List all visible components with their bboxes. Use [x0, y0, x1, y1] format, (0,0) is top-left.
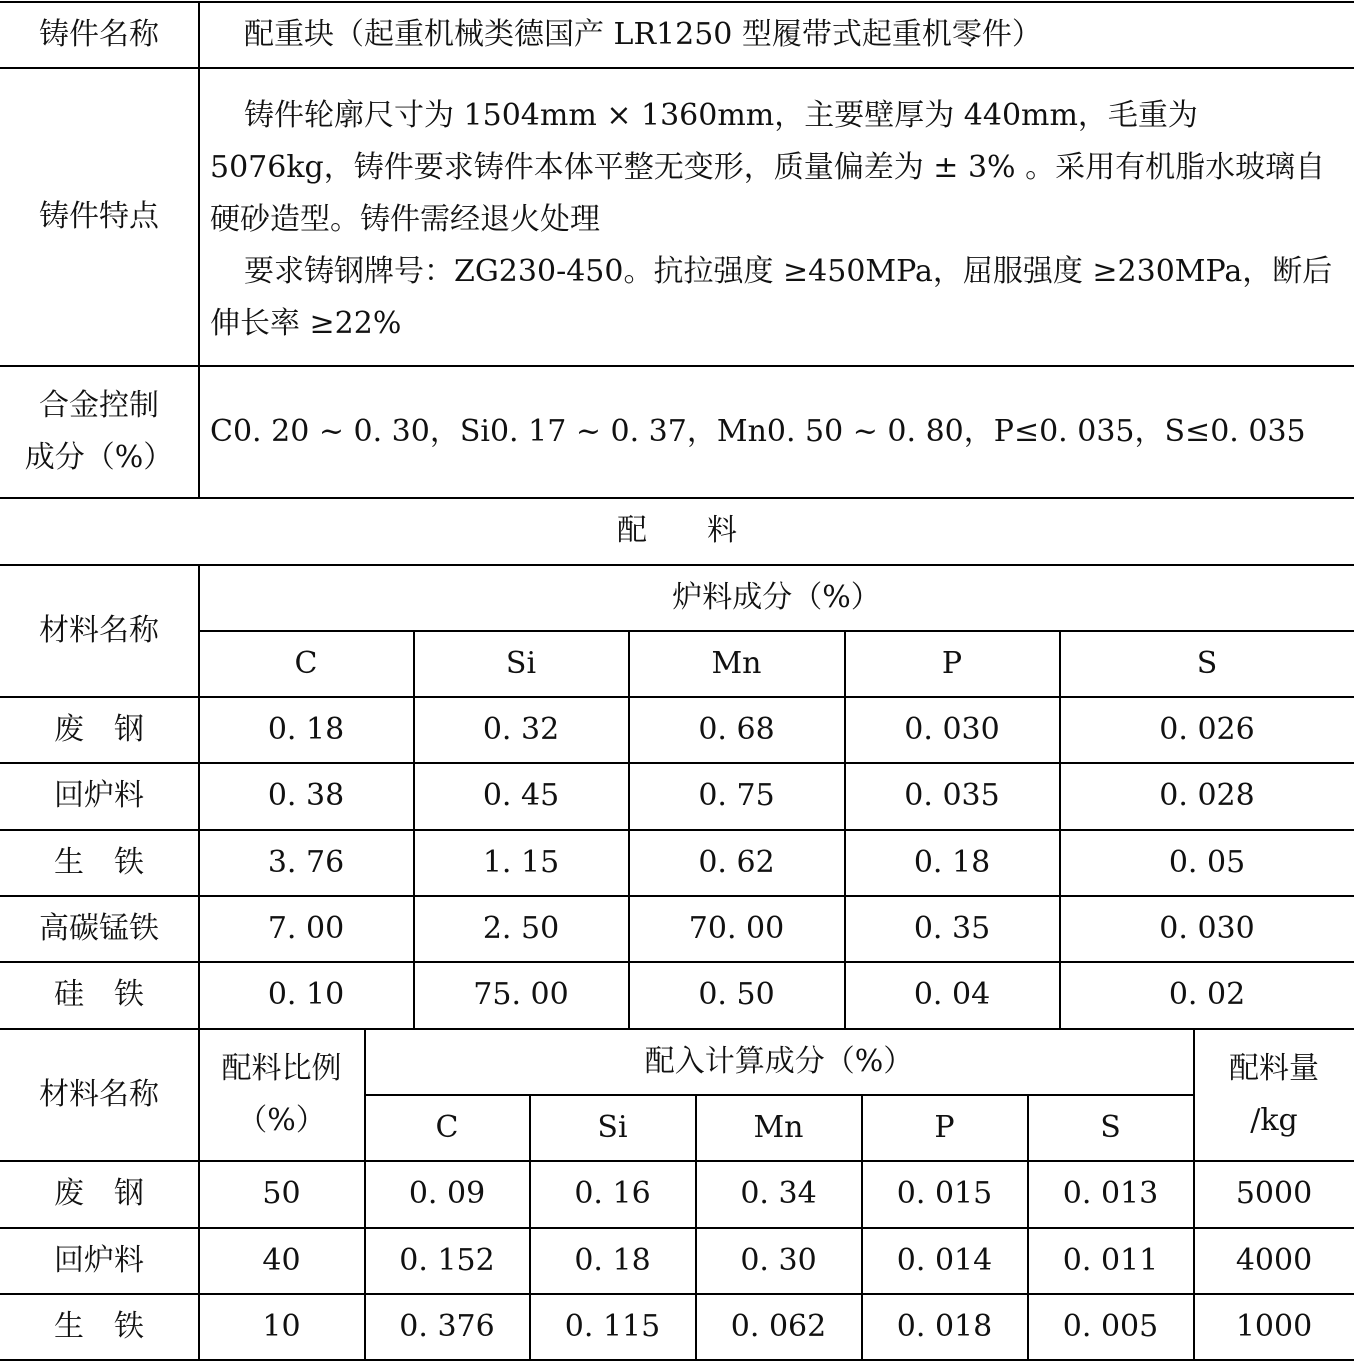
batch-amount-cell: 1000 — [1235, 1308, 1313, 1344]
charge-row-name: 生 铁 — [54, 844, 144, 880]
batch-group-header: 配入计算成分（%） — [644, 1043, 914, 1079]
batch-cell: 0. 018 — [896, 1308, 993, 1344]
batch-col-p: P — [934, 1109, 955, 1145]
charge-cell: 3. 76 — [267, 844, 345, 880]
batch-cell: 0. 34 — [740, 1176, 817, 1211]
charge-col-s: S — [1196, 645, 1218, 681]
charge-col-c: C — [294, 645, 318, 681]
charge-row-name: 硅 铁 — [54, 977, 144, 1012]
batch-cell: 0. 115 — [564, 1308, 661, 1344]
charge-cell: 0. 45 — [482, 778, 560, 813]
batch-cell: 0. 013 — [1062, 1176, 1159, 1211]
batch-row-name: 回炉料 — [54, 1242, 144, 1278]
batch-col-s: S — [1100, 1109, 1121, 1145]
batch-ratio-cell: 10 — [262, 1308, 301, 1344]
casting-name-label: 铸件名称 — [39, 16, 159, 52]
batch-cell: 0. 376 — [399, 1308, 495, 1344]
batch-cell: 0. 09 — [408, 1176, 486, 1211]
batch-col-c: C — [435, 1109, 459, 1145]
charge-cell: 70. 00 — [688, 910, 785, 946]
batch-cell: 0. 16 — [574, 1176, 651, 1211]
batch-ratio-header-line-2: （%） — [237, 1102, 326, 1138]
batch-ratio-header — [199, 1029, 364, 1160]
charge-cell: 0. 50 — [698, 977, 775, 1012]
charge-col-mn: Mn — [711, 645, 762, 681]
charge-cell: 0. 35 — [913, 910, 991, 946]
charge-cell: 0. 18 — [913, 844, 991, 880]
charge-cell: 0. 32 — [482, 711, 560, 747]
charge-cell: 7. 00 — [267, 910, 345, 946]
charge-cell: 0. 62 — [698, 844, 775, 880]
alloy-label-line-1: 合金控制 — [39, 387, 159, 423]
charge-cell: 0. 030 — [1159, 910, 1255, 946]
charge-row-name: 回炉料 — [54, 778, 144, 813]
charge-row-name: 高碳锰铁 — [39, 910, 159, 946]
charge-col-si: Si — [505, 645, 537, 681]
batch-cell: 0. 18 — [574, 1242, 651, 1278]
charge-cell: 0. 05 — [1168, 844, 1246, 880]
charge-cell: 0. 75 — [698, 778, 775, 813]
charge-cell: 0. 10 — [267, 977, 345, 1012]
batch-cell: 0. 152 — [399, 1242, 495, 1278]
casting-features-text — [210, 90, 1344, 350]
alloy-label-line-2: 成分（%） — [24, 439, 174, 475]
batch-cell: 0. 062 — [730, 1308, 827, 1344]
batch-cell: 0. 014 — [896, 1242, 993, 1278]
charge-col-p: P — [941, 645, 963, 681]
batch-ratio-header-line-1: 配料比例 — [221, 1050, 342, 1086]
charge-material-header: 材料名称 — [39, 612, 159, 648]
batch-row-name: 生 铁 — [54, 1308, 144, 1344]
charge-cell: 0. 02 — [1168, 977, 1246, 1012]
batch-material-header: 材料名称 — [39, 1076, 159, 1112]
batch-cell: 0. 015 — [896, 1176, 993, 1211]
charge-cell: 0. 38 — [267, 778, 345, 813]
casting-features-label: 铸件特点 — [39, 198, 159, 234]
section-title: 配 料 — [617, 513, 737, 548]
charge-cell: 0. 18 — [267, 711, 345, 747]
batch-cell: 0. 30 — [740, 1242, 817, 1278]
batch-ratio-cell: 50 — [262, 1176, 301, 1211]
batch-amount-header-line-1: 配料量 — [1229, 1050, 1319, 1086]
batch-ratio-cell: 40 — [262, 1242, 301, 1278]
charge-cell: 75. 00 — [473, 977, 569, 1012]
batch-amount-header-line-2: /kg — [1250, 1102, 1298, 1138]
features-paragraph-1: 铸件轮廓尺寸为 1504mm × 1360mm，主要壁厚为 440mm，毛重为 5076kg，铸件要求铸件本体平整无变形，质量偏差为 ± 3% 。采用有机脂水玻璃自硬砂造型。铸件需经退火处理 — [210, 98, 1326, 237]
batch-amount-cell: 5000 — [1235, 1176, 1313, 1211]
batch-row-name: 废 钢 — [54, 1176, 144, 1211]
charge-cell: 1. 15 — [482, 844, 560, 880]
charge-group-header: 炉料成分（%） — [672, 579, 881, 615]
batch-col-si: Si — [597, 1109, 628, 1145]
charge-cell: 2. 50 — [482, 910, 560, 946]
charge-cell: 0. 030 — [904, 711, 1000, 747]
features-paragraph-2: 要求铸钢牌号：ZG230-450。抗拉强度 ≥450MPa，屈服强度 ≥230MPa，断后伸长率 ≥22% — [210, 254, 1333, 341]
alloy-control-value: C0. 20 ~ 0. 30，Si0. 17 ~ 0. 37，Mn0. 50 ~ 0. 80，P≤0. 035，S≤0. 035 — [210, 413, 1306, 449]
batch-amount-cell: 4000 — [1235, 1242, 1313, 1278]
batch-cell: 0. 005 — [1062, 1308, 1159, 1344]
charge-cell: 0. 68 — [698, 711, 775, 747]
batch-cell: 0. 011 — [1062, 1242, 1159, 1278]
charge-cell: 0. 04 — [913, 977, 991, 1012]
charge-cell: 0. 028 — [1159, 778, 1255, 813]
batch-amount-header — [1194, 1029, 1354, 1160]
batch-col-mn: Mn — [753, 1109, 804, 1145]
alloy-control-label — [0, 366, 198, 497]
charge-row-name: 废 钢 — [54, 711, 144, 747]
charge-cell: 0. 035 — [904, 778, 1000, 813]
charge-cell: 0. 026 — [1159, 711, 1255, 747]
casting-name-value: 配重块（起重机械类德国产 LR1250 型履带式起重机零件） — [244, 16, 1042, 52]
